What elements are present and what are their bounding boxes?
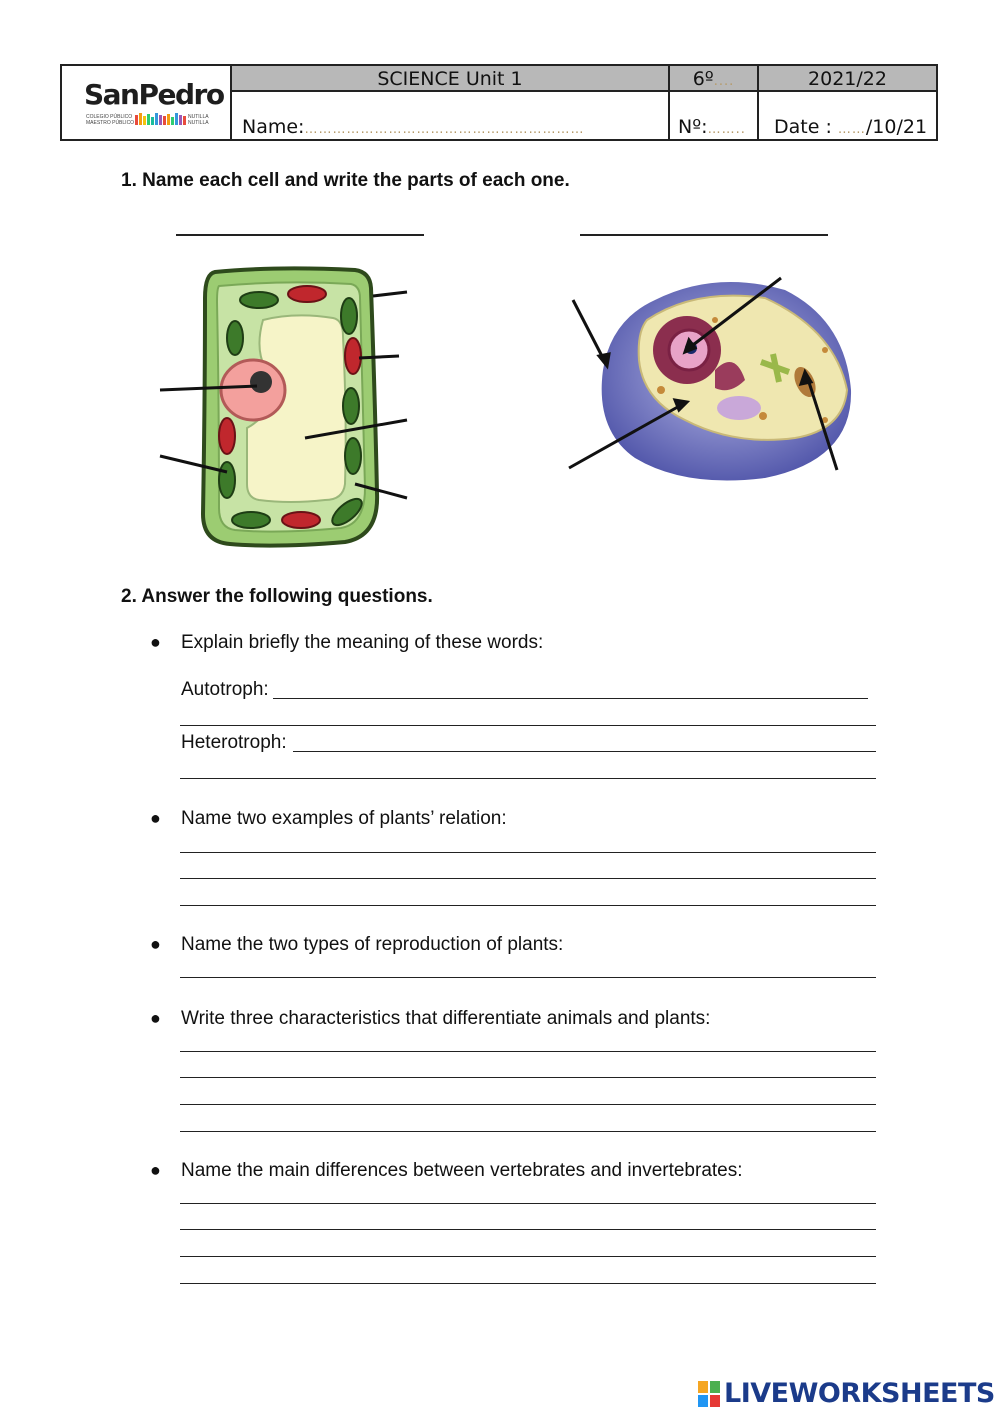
logo-subtitle-right: NUTILLA NUTILLA — [188, 114, 209, 126]
answer-line[interactable] — [180, 852, 876, 853]
question-vertebrates: Name the main differences between vertebrates and invertebrates: — [181, 1160, 743, 1181]
name-label: Name: — [242, 116, 305, 138]
answer-line[interactable] — [180, 778, 876, 779]
question-characteristics: Write three characteristics that differentiate animals and plants: — [181, 1008, 711, 1029]
heterotroph-label: Heterotroph: — [181, 732, 287, 753]
school-logo — [62, 66, 232, 139]
number-dots: …….. — [707, 122, 746, 137]
answer-line[interactable] — [180, 725, 876, 726]
answer-line[interactable] — [273, 698, 868, 699]
bullet-icon: ● — [150, 808, 161, 828]
answer-line[interactable] — [180, 1131, 876, 1132]
bullet-icon: ● — [150, 1008, 161, 1028]
answer-line[interactable] — [180, 1229, 876, 1230]
name-field[interactable] — [242, 116, 662, 138]
answer-line[interactable] — [293, 751, 876, 752]
logo-bars-icon — [135, 113, 187, 125]
answer-line[interactable] — [180, 1203, 876, 1204]
number-field[interactable] — [678, 116, 758, 138]
section1-title: 1. Name each cell and write the parts of each one. — [121, 170, 570, 191]
grade-cell — [670, 66, 757, 92]
date-field[interactable] — [774, 116, 939, 138]
subject-label: SCIENCE Unit 1 — [377, 68, 523, 90]
year-cell — [759, 66, 936, 92]
grade-label: 6º — [692, 68, 714, 90]
animal-cell-diagram — [565, 270, 865, 485]
answer-line[interactable] — [180, 878, 876, 879]
animal-cell-name-line[interactable] — [580, 234, 828, 236]
number-label: Nº: — [678, 116, 708, 138]
year-label: 2021/22 — [808, 68, 887, 90]
subject-cell — [232, 66, 668, 92]
answer-line[interactable] — [180, 1283, 876, 1284]
plant-cell-diagram — [155, 258, 415, 553]
answer-line[interactable] — [180, 905, 876, 906]
liveworksheets-brand[interactable]: LIVEWORKSHEETS — [724, 1378, 995, 1409]
name-dots: …………………………………………………… — [304, 122, 585, 137]
liveworksheets-logo-icon — [698, 1381, 720, 1407]
bullet-icon: ● — [150, 934, 161, 954]
header-table — [60, 64, 938, 141]
autotroph-label: Autotroph: — [181, 679, 269, 700]
question-reproduction: Name the two types of reproduction of plants: — [181, 934, 564, 955]
date-label: Date : — [774, 116, 838, 138]
grade-dots: .... — [713, 74, 735, 89]
bullet-icon: ● — [150, 1160, 161, 1180]
answer-line[interactable] — [180, 1104, 876, 1105]
date-value: /10/21 — [865, 116, 928, 138]
logo-title: SanPedro — [84, 78, 224, 111]
plant-cell-name-line[interactable] — [176, 234, 424, 236]
answer-line[interactable] — [180, 1256, 876, 1257]
answer-line[interactable] — [180, 1077, 876, 1078]
logo-subtitle-left: COLEGIO PÚBLICO MAESTRO PÚBLICO — [86, 114, 135, 126]
answer-line[interactable] — [180, 977, 876, 978]
bullet-icon: ● — [150, 632, 161, 652]
answer-line[interactable] — [180, 1051, 876, 1052]
question-explain-words: Explain briefly the meaning of these words: — [181, 632, 544, 653]
date-dots: …… — [837, 122, 866, 137]
question-plants-relation: Name two examples of plants’ relation: — [181, 808, 507, 829]
section2-title: 2. Answer the following questions. — [121, 586, 433, 607]
